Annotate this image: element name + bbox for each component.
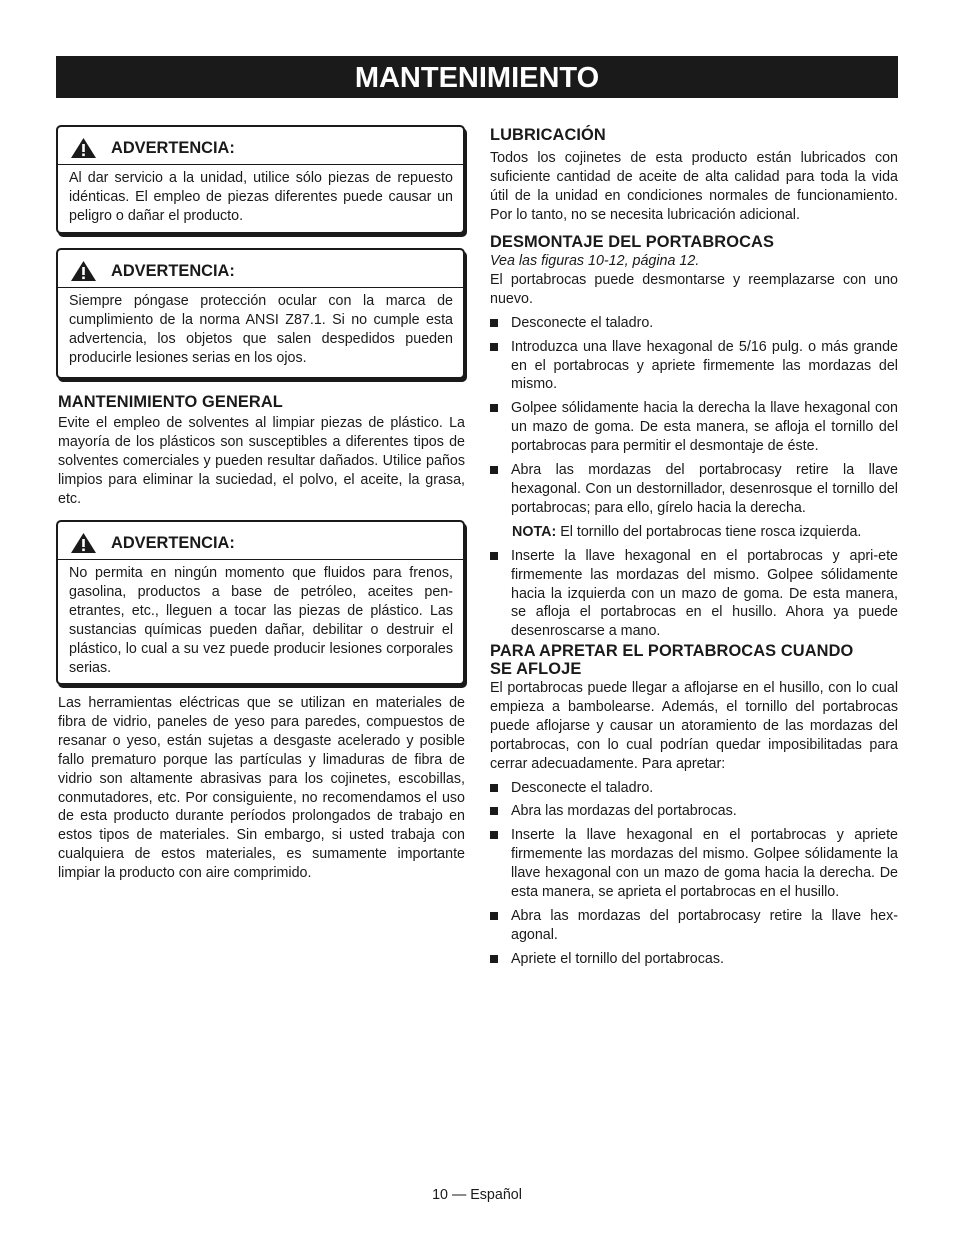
square-bullet-icon xyxy=(490,343,498,351)
list-item: Golpee sólidamente hacia la derecha la llave hexagonal con un mazo de goma. De esta manera, se afloja el tornillo del portabrocas para permitir el desmontaje de éste. xyxy=(490,399,898,456)
list-item: Desconecte el taladro. xyxy=(490,314,898,333)
warning-triangle-icon xyxy=(70,260,97,282)
lubrication-section xyxy=(490,126,898,225)
note-text: El tornillo del portabrocas tiene rosca izquierda. xyxy=(560,523,862,540)
general-maintenance-section xyxy=(58,393,465,509)
removal-final-step xyxy=(490,547,898,642)
warning-text: No permita en ningún momento que fluidos para frenos, gasolina, productos a base de petróleo, aceites pen-etrantes, etc., lleguen a tocar las piezas de plástico. Las sustancias químicas pueden dañar, debilitar o destruir el plástico, lo cual a su vez puede producir lesiones corporales serias. xyxy=(69,565,453,676)
warning-title: ADVERTENCIA: xyxy=(111,533,235,552)
list-item: Inserte la llave hexagonal en el portabrocas y apriete firmemente las mordazas del mismo. Golpee sólidamente la llave hexagonal con un mazo de goma hacia la derecha. De esta manera, se aprieta el portabrocas en el husillo. xyxy=(490,826,898,902)
warning-text: Siempre póngase protección ocular con la marca de cumplimiento de la norma ANSI Z87.1. Si no cumple esta advertencia, los objetos que salen despedidos pueden producirle lesiones serias en los ojos. xyxy=(69,293,453,366)
section-text: Todos los cojinetes de esta producto están lubricados con suficiente cantidad de aceite de alta calidad para toda la vida útil de la unidad en condiciones normales de funcionamiento. Por lo tanto, no se necesita lubricación adicional. xyxy=(490,150,898,223)
list-item: Desconecte el taladro. xyxy=(490,779,898,798)
square-bullet-icon xyxy=(490,807,498,815)
tighten-chuck-section xyxy=(490,642,898,969)
removal-steps xyxy=(490,314,898,518)
note-label: NOTA: xyxy=(512,523,557,540)
chuck-removal-section xyxy=(490,233,898,641)
section-text: El portabrocas puede llegar a aflojarse en el husillo, con lo cual empieza a bambolearse. Además, el tornillo del portabrocas puede aflojarse y causar un atoramiento de las mordazas del portabrocas, con lo cual podrían quedar imposibilitadas para cerrar adecuadamente. Para apretar: xyxy=(490,680,898,772)
square-bullet-icon xyxy=(490,784,498,792)
square-bullet-icon xyxy=(490,831,498,839)
list-item: Abra las mordazas del portabrocasy retire la llave hexagonal. Con un destornillador, desenrosque el tornillo del portabrocas; para ello, gírelo hacia la derecha. xyxy=(490,461,898,518)
square-bullet-icon xyxy=(490,466,498,474)
figure-reference: Vea las figuras 10-12, página 12. xyxy=(490,253,700,269)
section-heading: DESMONTAJE DEL PORTABROCAS xyxy=(490,233,774,251)
page-footer: 10 — Español xyxy=(432,1187,522,1203)
warning-text: Al dar servicio a la unidad, utilice sólo piezas de repuesto idénticas. El empleo de piezas diferentes puede causar un peligro o dañar el producto. xyxy=(69,170,453,224)
warning-title: ADVERTENCIA: xyxy=(111,261,235,280)
list-item: Abra las mordazas del portabrocasy retire la llave hex-agonal. xyxy=(490,907,898,945)
square-bullet-icon xyxy=(490,404,498,412)
warning-triangle-icon xyxy=(70,532,97,554)
warning-box-2 xyxy=(56,248,465,379)
tighten-steps xyxy=(490,779,898,969)
square-bullet-icon xyxy=(490,912,498,920)
square-bullet-icon xyxy=(490,319,498,327)
warning-box-3 xyxy=(56,520,465,685)
page-title: MANTENIMIENTO xyxy=(56,56,898,98)
section-text: El portabrocas puede desmontarse y reemplazarse con uno nuevo. xyxy=(490,271,898,307)
warning-title: ADVERTENCIA: xyxy=(111,138,235,157)
tools-paragraph: Las herramientas eléctricas que se utilizan en materiales de fibra de vidrio, paneles de yeso para paredes, compuestos de resanar o yeso, están sujetas a desgaste acelerado y posible fallo prematuro porque las partículas y limaduras de fibra de vidrio son altamente abrasivas para los cojinetes, escobillas, conmutadores, etc. Por consiguiente, no recomendamos el uso de esta producto durante períodos prolongados de trabajo en estos tipos de materiales. Sin embargo, si usted trabaja con cualquiera de estos materiales, es sumamente importante limpiar la producto con aire comprimido. xyxy=(58,695,465,882)
square-bullet-icon xyxy=(490,552,498,560)
section-text: Evite el empleo de solventes al limpiar piezas de plástico. La mayoría de los plásticos son susceptibles a diferentes tipos de solventes comerciales y pueden resultar dañados. Utilice paños limpios para eliminar la suciedad, el polvo, el aceite, la grasa, etc. xyxy=(58,415,465,507)
list-item: Abra las mordazas del portabrocas. xyxy=(490,802,898,821)
warning-box-1 xyxy=(56,125,465,234)
section-heading: PARA APRETAR EL PORTABROCAS CUANDO SE AFLOJE xyxy=(490,642,854,678)
note xyxy=(490,523,898,542)
list-item: Apriete el tornillo del portabrocas. xyxy=(490,950,898,969)
warning-triangle-icon xyxy=(70,137,97,159)
square-bullet-icon xyxy=(490,955,498,963)
section-heading: MANTENIMIENTO GENERAL xyxy=(58,393,283,411)
list-item: Introduzca una llave hexagonal de 5/16 pulg. o más grande en el portabrocas y apriete firmemente las mordazas del mismo. xyxy=(490,338,898,395)
section-heading: LUBRICACIÓN xyxy=(490,126,606,144)
list-item: Inserte la llave hexagonal en el portabrocas y apri-ete firmemente las mordazas del mismo. Golpee sólidamente hacia la izquierda con un mazo de goma. De esta manera, se afloja el portabrocas en el husillo. Ahora ya puede desenroscarse a mano. xyxy=(490,547,898,642)
